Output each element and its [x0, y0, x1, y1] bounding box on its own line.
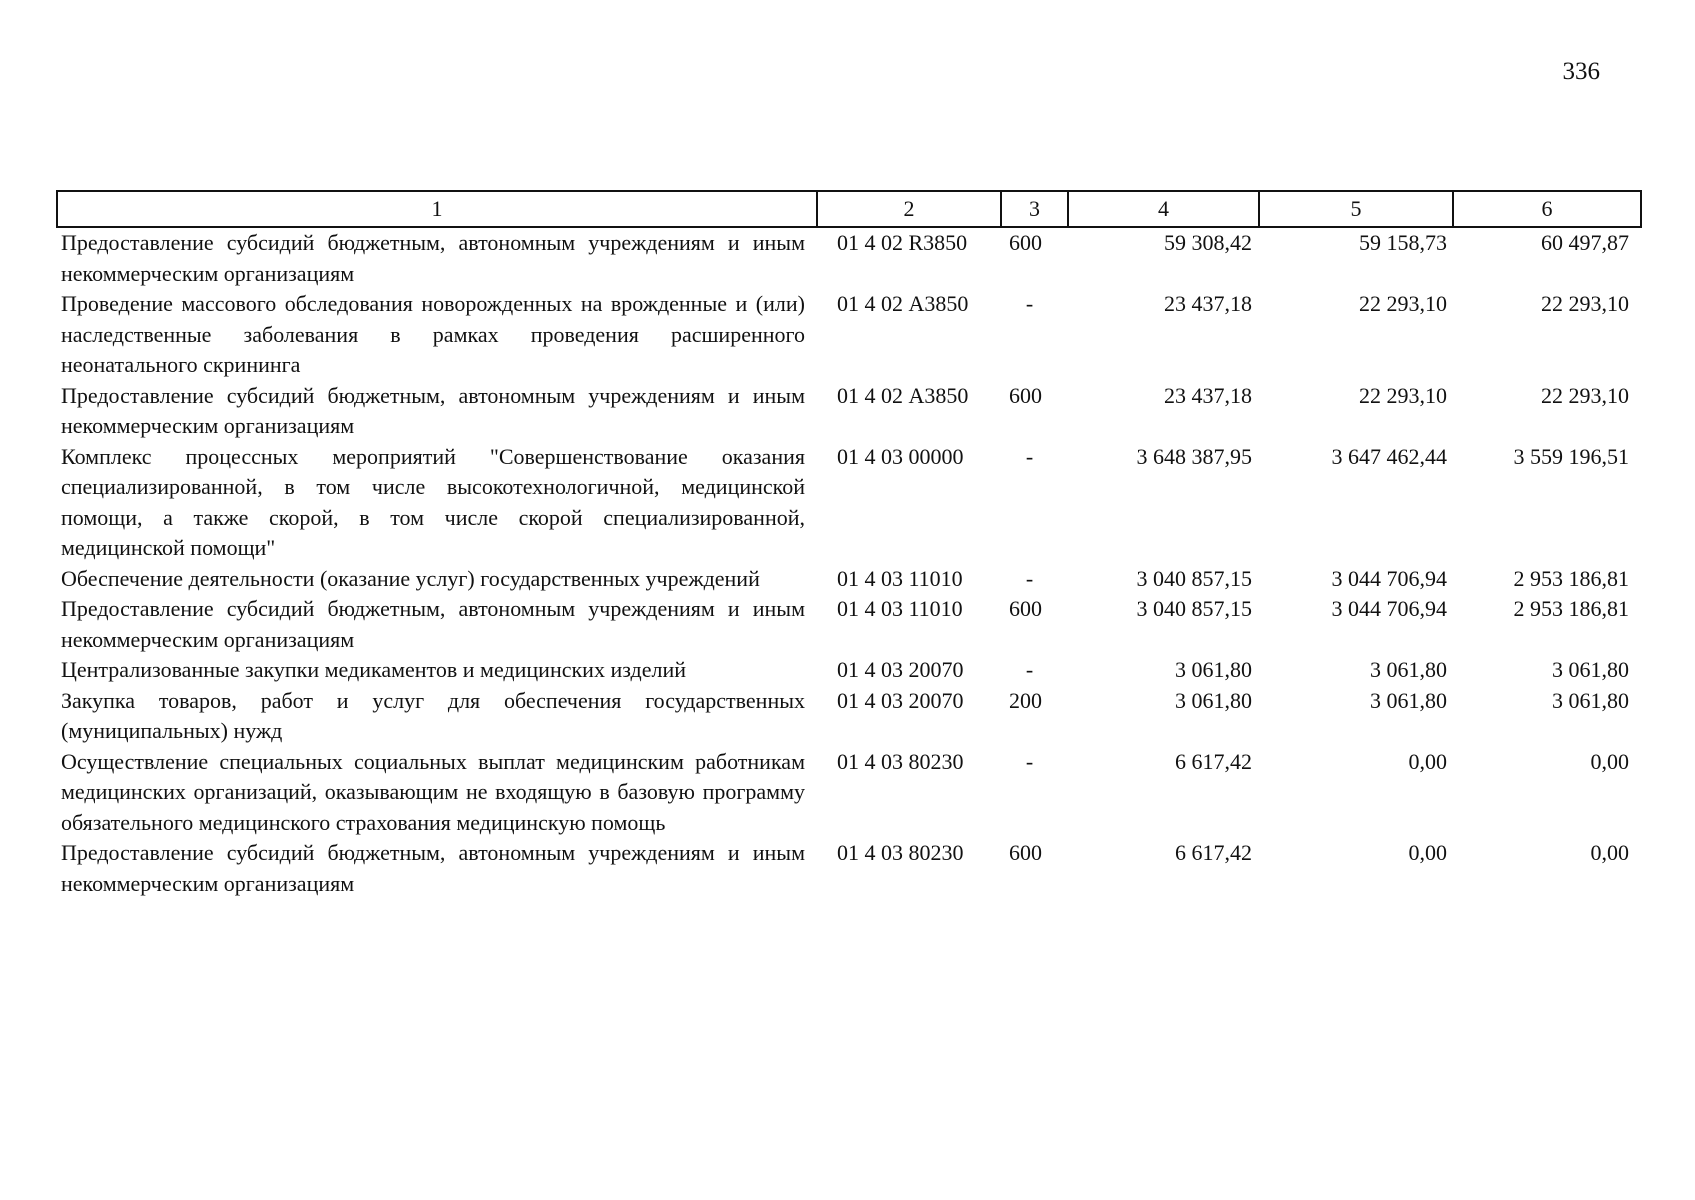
row-value-5-cell: 0,00: [1408, 748, 1447, 774]
table-row: [57, 838, 1641, 899]
row-type-cell: 600: [1009, 596, 1042, 621]
table-row: [57, 381, 1641, 442]
row-value-4-cell: 3 648 387,95: [1136, 443, 1252, 469]
row-value-4-cell: 3 061,80: [1175, 657, 1252, 682]
row-name-cell: Закупка товаров, работ и услуг для обеспечения государственных (муниципальных) нужд: [61, 687, 805, 743]
row-name-cell: Комплекс процессных мероприятий "Совершенствование оказания специализированной, в том числе высокотехнологичной, медицинской помощи, а также скорой, в том числе скорой специализированной, медицинской помощи": [61, 443, 805, 560]
row-value-5-cell: 22 293,10: [1359, 382, 1447, 408]
column-header-3: 3: [1001, 191, 1068, 227]
row-code-cell: 01 4 02 R3850: [837, 230, 968, 255]
row-type-cell: 200: [1009, 687, 1042, 713]
row-value-4-cell: 3 040 857,15: [1136, 596, 1252, 621]
table-header-row: [57, 191, 1641, 227]
column-header-2: 2: [817, 191, 1001, 227]
row-value-5-cell: 3 061,80: [1370, 687, 1447, 713]
row-value-4-cell: 3 061,80: [1175, 687, 1252, 713]
column-header-4: 4: [1068, 191, 1259, 227]
row-name-cell: Предоставление субсидий бюджетным, автономным учреждениям и иным некоммерческим организациям: [61, 840, 805, 896]
page-number: 336: [1562, 58, 1600, 85]
table-row: [57, 686, 1641, 747]
row-type-cell: -: [1025, 748, 1034, 774]
table-row: [57, 747, 1641, 839]
row-value-5-cell: 3 061,80: [1370, 657, 1447, 682]
row-code-cell: 01 4 03 80230: [837, 748, 964, 774]
row-value-6-cell: 22 293,10: [1541, 382, 1629, 408]
row-value-4-cell: 6 617,42: [1175, 840, 1252, 865]
budget-table: [56, 190, 1642, 899]
row-name-cell: Централизованные закупки медикаментов и медицинских изделий: [61, 657, 686, 682]
row-code-cell: 01 4 03 11010: [837, 565, 963, 591]
row-value-6-cell: 22 293,10: [1541, 291, 1629, 316]
row-name-cell: Предоставление субсидий бюджетным, автономным учреждениям и иным некоммерческим организациям: [61, 596, 805, 652]
table-row: [57, 227, 1641, 289]
row-value-4-cell: 6 617,42: [1175, 748, 1252, 774]
row-type-cell: -: [1025, 565, 1034, 591]
row-name-cell: Обеспечение деятельности (оказание услуг) государственных учреждений: [61, 565, 760, 591]
row-type-cell: 600: [1009, 230, 1042, 255]
row-code-cell: 01 4 03 20070: [837, 657, 964, 682]
row-value-6-cell: 2 953 186,81: [1513, 596, 1629, 621]
column-header-1: 1: [57, 191, 817, 227]
row-value-4-cell: 59 308,42: [1164, 230, 1252, 255]
table-row: [57, 655, 1641, 686]
row-value-5-cell: 3 044 706,94: [1331, 565, 1447, 591]
row-code-cell: 01 4 03 80230: [837, 840, 964, 865]
row-code-cell: 01 4 02 А3850: [837, 382, 969, 408]
row-type-cell: -: [1025, 443, 1034, 469]
column-header-6: 6: [1453, 191, 1641, 227]
row-value-6-cell: 3 061,80: [1552, 687, 1629, 713]
row-type-cell: -: [1025, 657, 1034, 682]
table-row: [57, 289, 1641, 381]
row-code-cell: 01 4 03 00000: [837, 443, 964, 469]
row-type-cell: 600: [1009, 382, 1042, 408]
row-name-cell: Предоставление субсидий бюджетным, автономным учреждениям и иным некоммерческим организациям: [61, 230, 805, 286]
row-value-6-cell: 3 061,80: [1552, 657, 1629, 682]
row-value-4-cell: 23 437,18: [1164, 382, 1252, 408]
row-value-6-cell: 2 953 186,81: [1513, 565, 1629, 591]
row-value-5-cell: 0,00: [1408, 840, 1447, 865]
row-value-5-cell: 3 647 462,44: [1331, 443, 1447, 469]
row-value-5-cell: 22 293,10: [1359, 291, 1447, 316]
table-row: [57, 564, 1641, 595]
row-value-5-cell: 59 158,73: [1359, 230, 1447, 255]
row-value-6-cell: 60 497,87: [1541, 230, 1629, 255]
table-row: [57, 442, 1641, 564]
row-name-cell: Предоставление субсидий бюджетным, автономным учреждениям и иным некоммерческим организациям: [61, 382, 805, 438]
row-type-cell: 600: [1009, 840, 1042, 865]
row-value-4-cell: 3 040 857,15: [1136, 565, 1252, 591]
row-name-cell: Осуществление специальных социальных выплат медицинским работникам медицинских организаций, оказывающим не входящую в базовую программу обязательного медицинского страхования медицинскую помощь: [61, 748, 805, 835]
row-value-6-cell: 0,00: [1590, 748, 1629, 774]
row-code-cell: 01 4 03 11010: [837, 596, 963, 621]
row-code-cell: 01 4 03 20070: [837, 687, 964, 713]
row-code-cell: 01 4 02 А3850: [837, 291, 969, 316]
row-value-6-cell: 3 559 196,51: [1513, 443, 1629, 469]
table-row: [57, 594, 1641, 655]
row-value-5-cell: 3 044 706,94: [1331, 596, 1447, 621]
column-header-5: 5: [1259, 191, 1453, 227]
row-type-cell: -: [1025, 291, 1034, 316]
row-name-cell: Проведение массового обследования новорожденных на врожденные и (или) наследственные заболевания в рамках проведения расширенного неонатального скрининга: [61, 291, 805, 377]
row-value-4-cell: 23 437,18: [1164, 291, 1252, 316]
row-value-6-cell: 0,00: [1590, 840, 1629, 865]
